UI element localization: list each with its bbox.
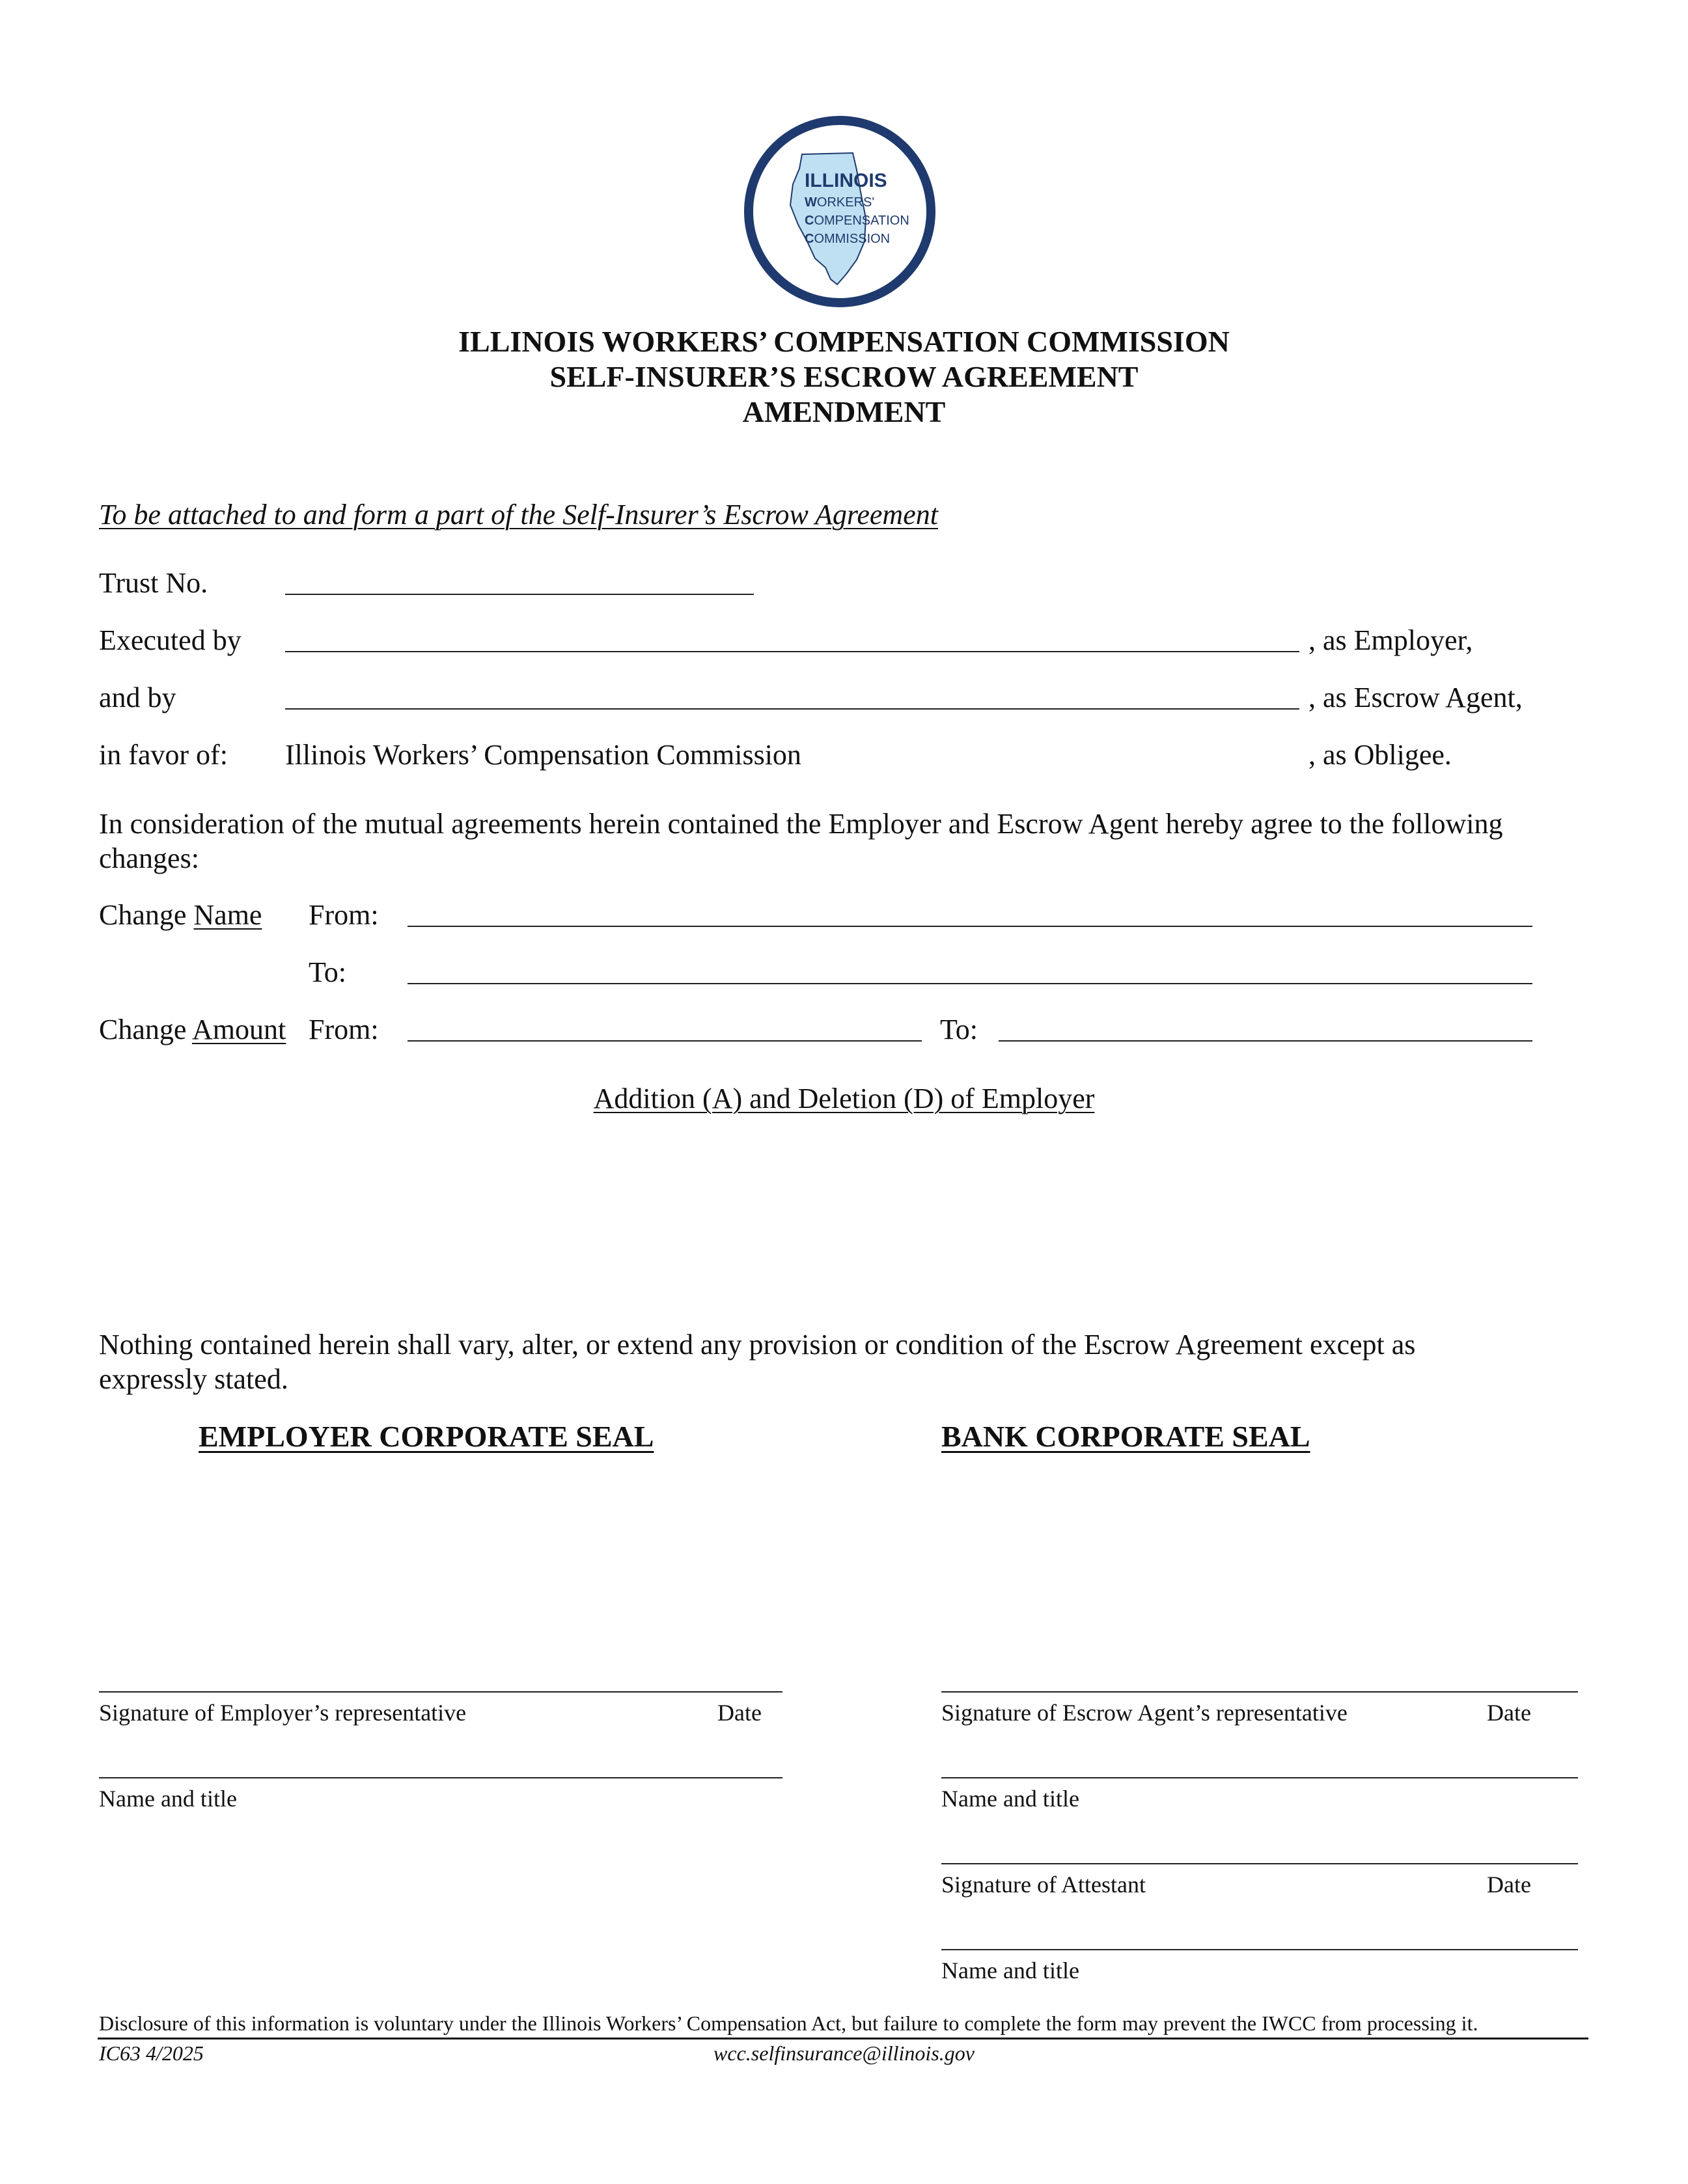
attestant-signature-line[interactable] [941, 1863, 1578, 1864]
intro-text: To be attached to and form a part of the Self-Insurer’s Escrow Agreement [99, 499, 938, 531]
bank-seal-heading: BANK CORPORATE SEAL [941, 1420, 1310, 1453]
header-line2: SELF-INSURER’S ESCROW AGREEMENT [549, 360, 1139, 393]
employer-suffix: , as Employer, [1308, 624, 1473, 656]
employer-name-title-label: Name and title [99, 1786, 237, 1812]
agent-name-title-line[interactable] [941, 1777, 1578, 1778]
disclosure-text: Disclosure of this information is voluntary under the Illinois Workers’ Compensation Act, but failure to complete the form may prevent the IWCC from processing it. [99, 2011, 1478, 2035]
header-line3: AMENDMENT [742, 395, 946, 428]
trust-number-field[interactable] [285, 594, 754, 595]
employer-signature-line[interactable] [99, 1691, 782, 1693]
name-from-label: From: [309, 899, 379, 931]
addition-deletion-heading: Addition (A) and Deletion (D) of Employer [593, 1083, 1095, 1114]
svg-text:COMMISSION: COMMISSION [805, 232, 891, 246]
favor-value: Illinois Workers’ Compensation Commission [285, 739, 801, 771]
change-word: Change [99, 899, 187, 931]
employer-signature-label: Signature of Employer’s representative [99, 1700, 467, 1726]
footer-divider [98, 2038, 1588, 2039]
form-id: IC63 4/2025 [99, 2041, 204, 2065]
name-to-label: To: [309, 956, 347, 988]
consideration-line2: changes: [99, 842, 199, 874]
contact-email[interactable]: wcc.selfinsurance@illinois.gov [713, 2041, 975, 2065]
attestant-name-title-line[interactable] [941, 1949, 1578, 1950]
nothing-line2: expressly stated. [99, 1363, 288, 1395]
escrow-agent-field[interactable] [285, 708, 1299, 710]
change-amount-label [99, 1013, 286, 1046]
employer-date-label: Date [717, 1700, 762, 1726]
amount-from-label: From: [309, 1014, 379, 1045]
escrow-agent-suffix: , as Escrow Agent, [1308, 682, 1523, 713]
executed-label: Executed by [99, 624, 242, 656]
change-word: Change [99, 1014, 187, 1045]
amount-to-field[interactable] [999, 1040, 1532, 1042]
svg-text:COMPENSATION: COMPENSATION [805, 214, 909, 228]
svg-text:ILLINOIS: ILLINOIS [805, 170, 887, 191]
svg-text:WORKERS': WORKERS' [805, 195, 875, 210]
change-name-label [99, 898, 262, 932]
iwcc-logo [742, 114, 937, 309]
amount-to-label: To: [940, 1014, 978, 1045]
header-line1: ILLINOIS WORKERS’ COMPENSATION COMMISSION [458, 325, 1230, 358]
agent-signature-label: Signature of Escrow Agent’s representative [941, 1700, 1348, 1726]
amount-word: Amount [191, 1014, 286, 1045]
agent-date-label: Date [1487, 1700, 1531, 1726]
attestant-date-label: Date [1487, 1872, 1531, 1898]
employer-field[interactable] [285, 651, 1299, 652]
agent-signature-line[interactable] [941, 1691, 1578, 1693]
favor-suffix: , as Obligee. [1308, 739, 1452, 771]
favor-label: in favor of: [99, 739, 228, 771]
attestant-signature-label: Signature of Attestant [941, 1872, 1146, 1898]
employer-name-title-line[interactable] [99, 1777, 782, 1778]
trust-label: Trust No. [99, 567, 208, 599]
attestant-name-title-label: Name and title [941, 1957, 1079, 1984]
amount-from-field[interactable] [408, 1040, 922, 1042]
nothing-line1: Nothing contained herein shall vary, alter, or extend any provision or condition of the Escrow Agreement except as [99, 1329, 1416, 1361]
consideration-line1: In consideration of the mutual agreements herein contained the Employer and Escrow Agent hereby agree to the following [99, 808, 1503, 840]
name-from-field[interactable] [408, 926, 1532, 927]
employer-seal-heading: EMPLOYER CORPORATE SEAL [199, 1420, 654, 1453]
name-word: Name [193, 899, 262, 931]
andby-label: and by [99, 682, 176, 713]
agent-name-title-label: Name and title [941, 1786, 1079, 1812]
name-to-field[interactable] [408, 983, 1532, 984]
